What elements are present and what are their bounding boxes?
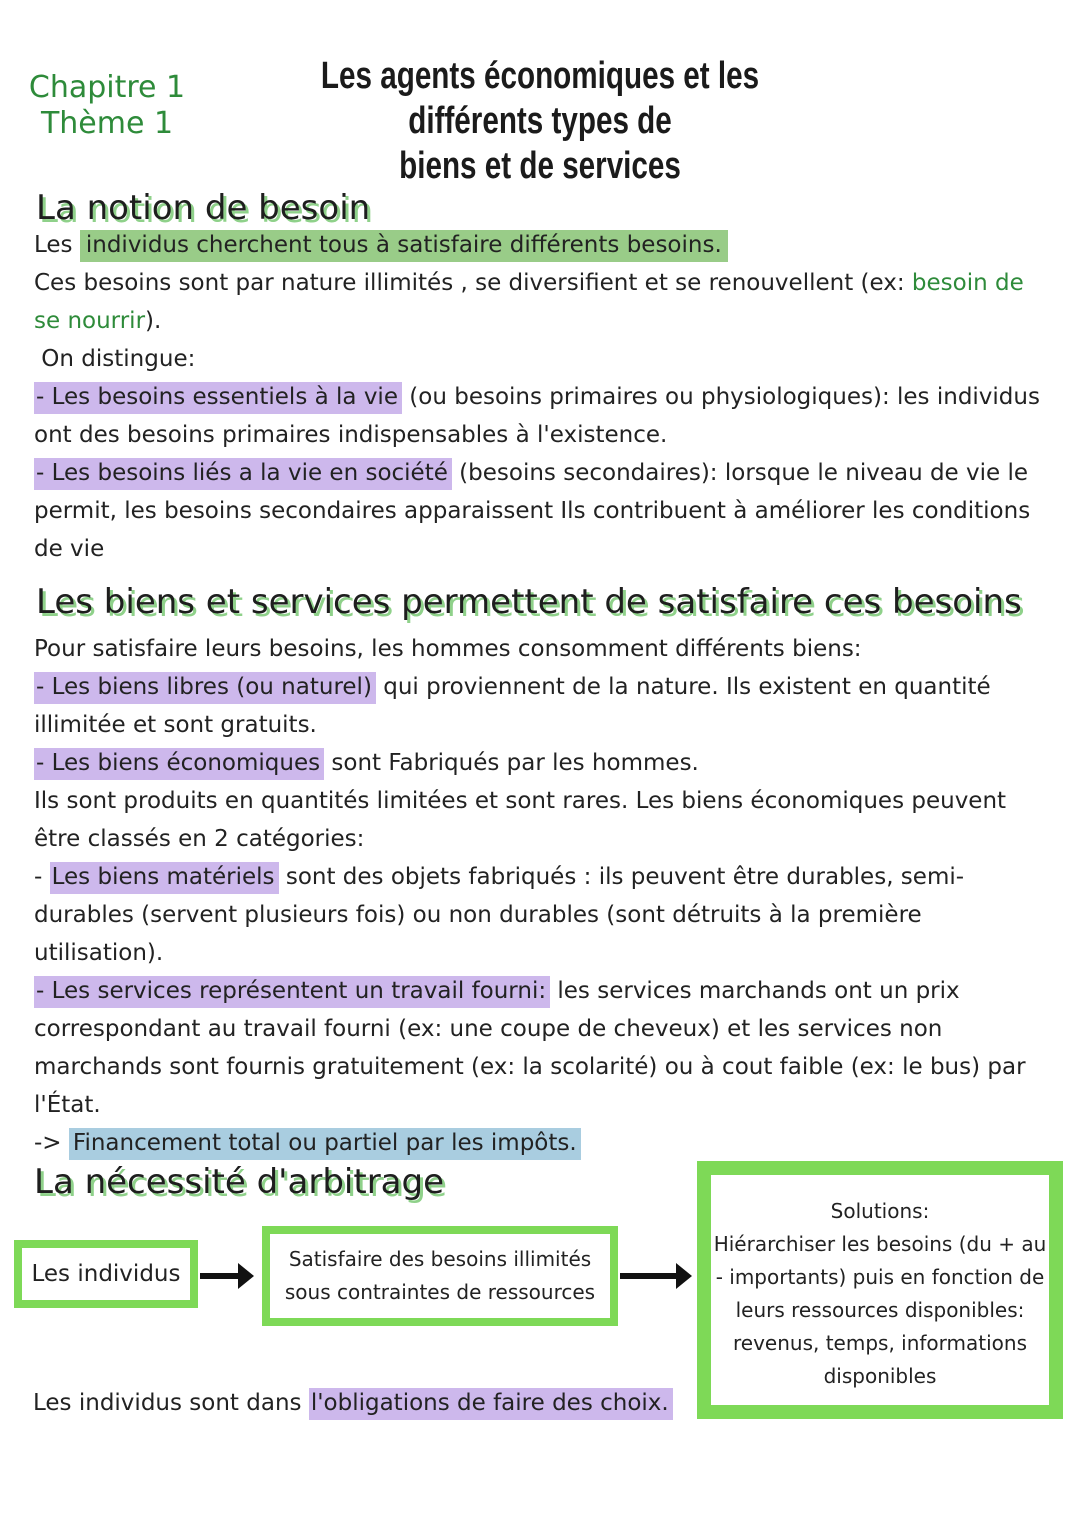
box-individus-label: Les individus: [31, 1261, 181, 1287]
text-line: Ils sont produits en quantités limitées et sont rares. Les biens économiques peuvent: [34, 788, 1007, 814]
text-line: Pour satisfaire leurs besoins, les hommes consomment différents biens:: [34, 636, 862, 662]
chapter-label: Chapitre 1: [28, 70, 186, 105]
text-span: sont Fabriqués par les hommes.: [324, 750, 699, 776]
section-heading-arbitrage: La nécessité d'arbitrage: [34, 1162, 445, 1202]
box-solutions-line: revenus, temps, informations: [732, 1331, 1028, 1355]
text-line: [34, 264, 1044, 302]
page-title-line1: Les agents économiques et les différents types de: [320, 55, 760, 142]
text-span: Les: [34, 232, 80, 258]
text-line: [34, 972, 1044, 1010]
section-heading-besoin: La notion de besoin: [36, 188, 371, 228]
box-satisfaire: [262, 1226, 618, 1326]
text-line: correspondant au travail fourni (ex: une coupe de cheveux) et les services non: [34, 1016, 943, 1042]
text-line: [34, 1124, 1044, 1162]
text-line: être classés en 2 catégories:: [34, 826, 365, 852]
section-heading-biens: Les biens et services permettent de satisfaire ces besoins: [36, 582, 1022, 622]
box-solutions-line: - importants) puis en fonction de: [715, 1265, 1045, 1289]
green-text: besoin de: [911, 270, 1024, 296]
text-span: Les individus sont dans: [33, 1390, 309, 1416]
section-besoin-body: [34, 226, 1044, 568]
highlight-purple: l'obligations de faire des choix.: [309, 1388, 673, 1420]
page-title: [275, 54, 805, 189]
conclusion: [33, 1384, 693, 1422]
highlight-purple: - Les besoins essentiels à la vie: [34, 382, 402, 414]
arrow-right-icon: [200, 1273, 248, 1279]
green-text: se nourrir: [34, 308, 146, 334]
box-satisfaire-line: Satisfaire des besoins illimités: [288, 1247, 592, 1271]
text-line: ont des besoins primaires indispensables à l'existence.: [34, 422, 668, 448]
text-line: [34, 226, 1044, 264]
text-line: utilisation).: [34, 940, 164, 966]
text-span: les services marchands ont un prix: [550, 978, 960, 1004]
box-solutions-line: disponibles: [823, 1364, 937, 1388]
text-line: de vie: [34, 536, 105, 562]
text-line: marchands sont fournis gratuitement (ex: la scolarité) ou à cout faible (ex: le bus) par: [34, 1054, 1026, 1080]
highlight-purple: - Les biens économiques: [34, 748, 324, 780]
section-biens-body: [34, 630, 1044, 1162]
text-line: [34, 454, 1044, 492]
highlight-purple: - Les biens libres (ou naturel): [34, 672, 376, 704]
box-solutions: [697, 1161, 1063, 1419]
text-span: sont des objets fabriqués : ils peuvent être durables, semi-: [278, 864, 965, 890]
text-line: [34, 858, 1044, 896]
text-span: ->: [34, 1130, 69, 1156]
highlight-blue: Financement total ou partiel par les impôts.: [69, 1128, 581, 1160]
text-span: qui proviennent de la nature. Ils existent en quantité: [375, 674, 991, 700]
page-title-line2: biens et de services: [399, 145, 681, 187]
text-line: On distingue:: [34, 346, 196, 372]
highlight-purple: - Les besoins liés a la vie en société: [34, 458, 452, 490]
text-line: [34, 378, 1044, 416]
highlight-green: individus cherchent tous à satisfaire différents besoins.: [80, 230, 728, 262]
text-line: illimitée et sont gratuits.: [34, 712, 317, 738]
box-solutions-line: Solutions:: [830, 1199, 930, 1223]
theme-label: Thème 1: [40, 106, 174, 141]
text-line: l'État.: [34, 1092, 101, 1118]
arrow-right-icon: [620, 1273, 686, 1279]
text-line: durables (servent plusieurs fois) ou non durables (sont détruits à la première: [34, 902, 922, 928]
box-solutions-line: Hiérarchiser les besoins (du + au: [713, 1232, 1047, 1256]
highlight-purple: Les biens matériels: [50, 862, 279, 894]
text-span: ).: [145, 308, 162, 334]
box-individus: [14, 1240, 198, 1308]
text-span: (besoins secondaires): lorsque le niveau de vie le: [451, 460, 1029, 486]
highlight-purple: - Les services représentent un travail fourni:: [34, 976, 550, 1008]
text-line: permit, les besoins secondaires apparaissent Ils contribuent à améliorer les conditions: [34, 498, 1031, 524]
text-line: [34, 668, 1044, 706]
text-line: [34, 744, 1044, 782]
text-span: (ou besoins primaires ou physiologiques): les individus: [401, 384, 1040, 410]
text-line: [34, 302, 1044, 340]
text-span: Ces besoins sont par nature illimités , se diversifient et se renouvellent (ex:: [34, 270, 912, 296]
box-solutions-line: leurs ressources disponibles:: [735, 1298, 1025, 1322]
text-span: -: [34, 864, 50, 890]
box-satisfaire-line: sous contraintes de ressources: [284, 1280, 596, 1304]
